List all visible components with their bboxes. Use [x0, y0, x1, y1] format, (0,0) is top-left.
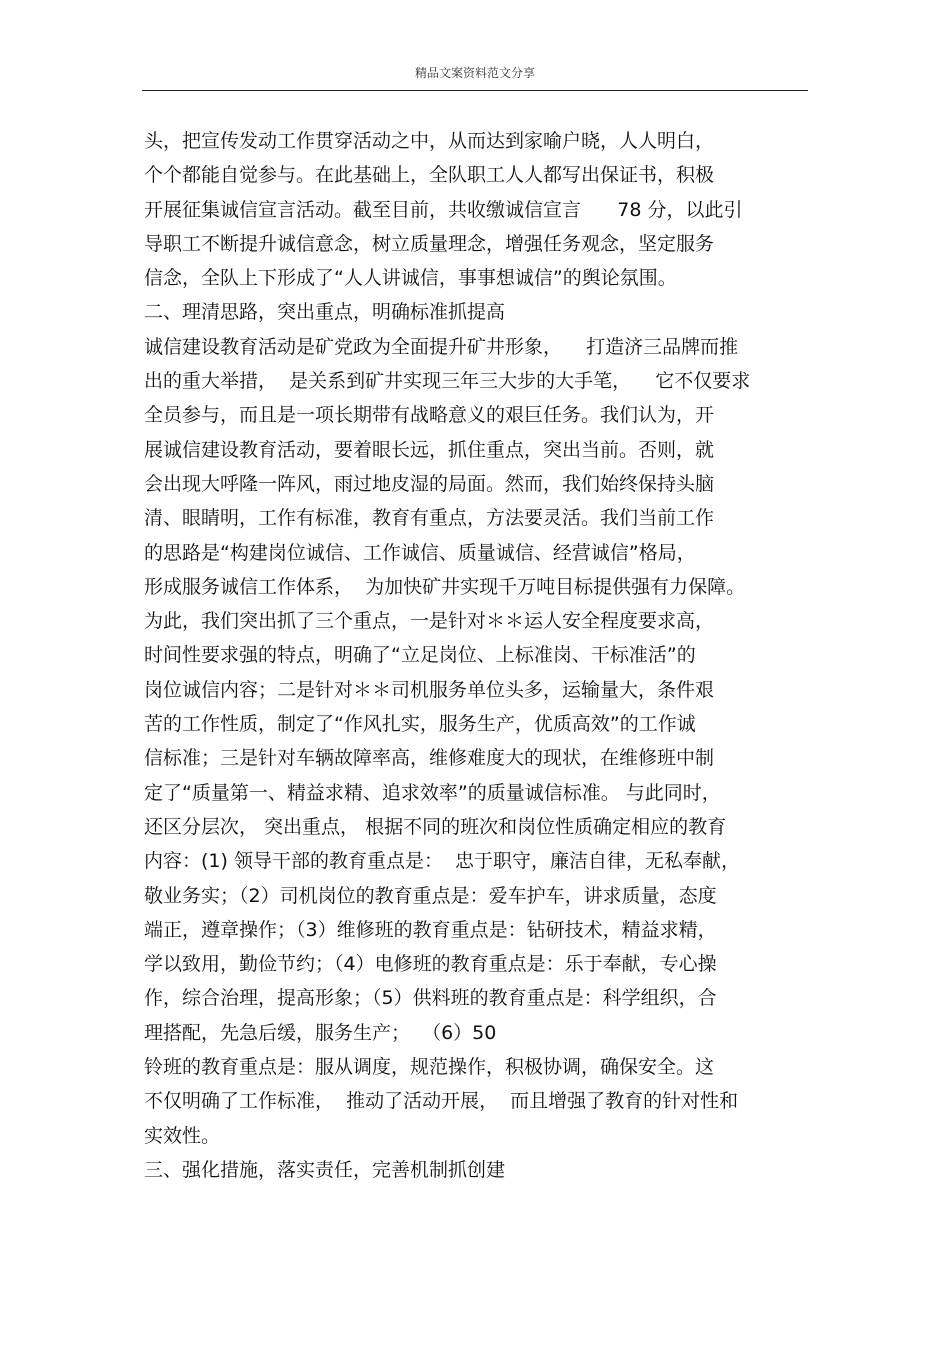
text-line: 清、眼睛明，工作有标准，教育有重点，方法要灵活。我们当前工作 — [144, 507, 715, 530]
text-line: 个个都能自觉参与。在此基础上，全队职工人人都写出保证书，积极 — [144, 164, 715, 187]
text-line: 岗位诚信内容；二是针对＊＊司机服务单位头多，运输量大，条件艰 — [144, 678, 715, 701]
text-line: 三、强化措施，落实责任，完善机制抓创建 — [144, 1158, 506, 1181]
text-line: 实效性。 — [144, 1124, 221, 1147]
text-line: 二、理清思路，突出重点，明确标准抓提高 — [144, 301, 506, 324]
text-line: 出的重大举措， 是关系到矿井实现三年三大步的大手笔， 它不仅要求 — [144, 370, 751, 393]
text-line: 形成服务诚信工作体系， 为加快矿井实现千万吨目标提供强有力保障。 — [144, 575, 746, 598]
text-line: 诚信建设教育活动是矿党政为全面提升矿井形象， 打造济三品牌而推 — [144, 335, 739, 358]
text-line: 时间性要求强的特点，明确了“立足岗位、上标准岗、干标准活”的 — [144, 644, 696, 667]
page-header: 精品文案资料范文分享 — [414, 66, 535, 80]
text-line: 导职工不断提升诚信意念，树立质量理念，增强任务观念，坚定服务 — [144, 232, 715, 255]
text-line: 的思路是“构建岗位诚信、工作诚信、质量诚信、经营诚信”格局， — [144, 541, 696, 564]
text-line: 敬业务实；（2）司机岗位的教育重点是：爱车护车，讲求质量，态度 — [144, 884, 717, 907]
text-line: 开展征集诚信宣言活动。截至目前，共收缴诚信宣言 78 分，以此引 — [144, 198, 743, 221]
text-line: 内容：(1) 领导干部的教育重点是： 忠于职守，廉洁自律，无私奉献， — [144, 850, 741, 873]
text-line: 头，把宣传发动工作贯穿活动之中，从而达到家喻户晓，人人明白， — [144, 130, 715, 152]
text-line: 定了“质量第一、精益求精、追求效率”的质量诚信标准。 与此同时， — [144, 781, 721, 804]
text-line: 全员参与，而且是一项长期带有战略意义的艰巨任务。我们认为，开 — [144, 404, 715, 427]
text-line: 学以致用，勤俭节约；（4）电修班的教育重点是：乐于奉献，专心操 — [144, 953, 717, 976]
text-line: 苦的工作性质，制定了“作风扎实，服务生产，优质高效”的工作诚 — [144, 713, 696, 736]
text-line: 信念，全队上下形成了“人人讲诚信，事事想诚信”的舆论氛围。 — [144, 267, 677, 290]
text-line: 端正，遵章操作；（3）维修班的教育重点是：钻研技术，精益求精， — [144, 918, 717, 941]
text-line: 铃班的教育重点是：服从调度，规范操作，积极协调，确保安全。这 — [144, 1056, 715, 1079]
text-line: 展诚信建设教育活动，要着眼长远，抓住重点，突出当前。否则，就 — [144, 438, 715, 461]
text-line: 信标准；三是针对车辆故障率高，维修难度大的现状，在维修班中制 — [144, 747, 715, 770]
text-line: 还区分层次， 突出重点， 根据不同的班次和岗位性质确定相应的教育 — [144, 815, 727, 838]
text-line: 理搭配，先急后缓，服务生产； （6）50 — [144, 1021, 497, 1044]
text-line: 为此，我们突出抓了三个重点，一是针对＊＊运人安全程度要求高， — [144, 610, 715, 633]
header-divider — [142, 90, 808, 91]
document-body — [144, 124, 824, 1187]
text-line: 不仅明确了工作标准， 推动了活动开展， 而且增强了教育的针对性和 — [144, 1090, 739, 1113]
text-line: 作，综合治理，提高形象；（5）供料班的教育重点是：科学组织，合 — [144, 987, 717, 1010]
text-line: 会出现大呼隆一阵风，雨过地皮湿的局面。然而，我们始终保持头脑 — [144, 472, 715, 495]
